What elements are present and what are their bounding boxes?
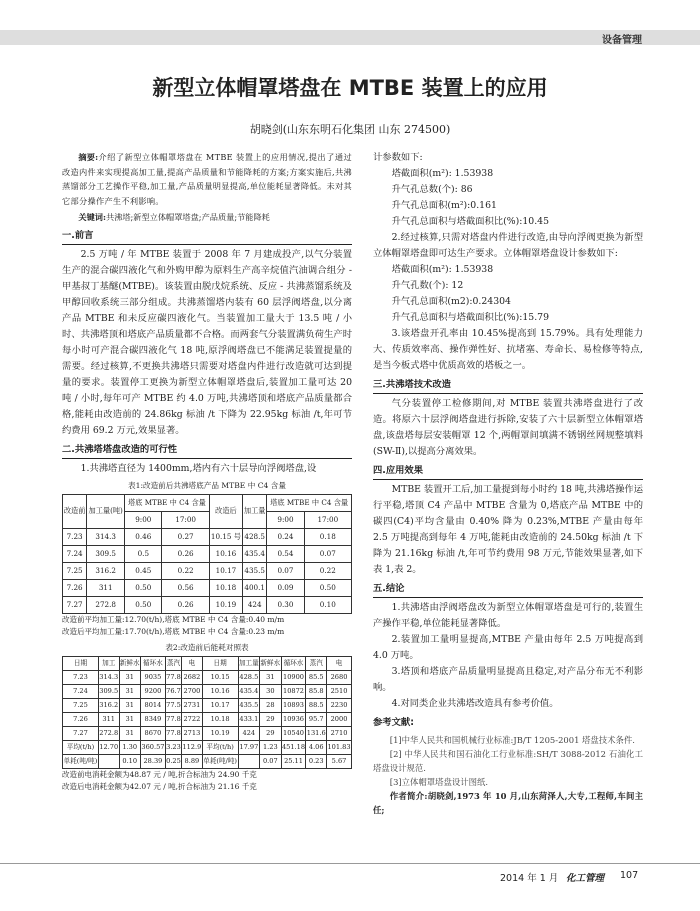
param: 升气孔总面积与塔截面积比(%):10.45 (391, 216, 549, 227)
conclusion-item: 1.共沸塔由浮阀塔盘改为新型立体帽罩塔盘是可行的,装置生产操作平稳,单位能耗显著降低。 (373, 602, 643, 629)
section-label: 设备管理 (602, 35, 642, 46)
table-note: 改造前电消耗金额为48.87 元 / 吨,折合标油为 24.90 千克 (62, 769, 257, 779)
table-row: 单耗(吨/吨) 0.10 28.39 0.25 8.89 单耗(吨/吨) 0.07 25.11 0.23 5.67 (63, 754, 352, 768)
paragraph: 3.该塔盘开孔率由 10.45%提高到 15.79%。具有处理能力大、传质效率高、操作弹性好、抗堵塞、寿命长、易检修等特点,是当今板式塔中优质高效的塔板之一。 (373, 328, 643, 371)
table-row: 7.24 309.5 0.5 0.26 10.16 435.4 0.54 0.07 (63, 545, 352, 562)
table-row: 7.27 272.8 0.50 0.26 10.19 424 0.30 0.10 (63, 596, 352, 613)
right-column (373, 150, 643, 817)
author-line: 胡晓剑(山东东明石化集团 山东 274500) (249, 123, 451, 136)
reference: [3]立体帽罩塔盘设计图纸. (389, 777, 489, 787)
table-note: 改造前平均加工量:12.70(t/h),塔底 MTBE 中 C4 含量:0.40 m/m (62, 614, 285, 624)
param: 升气孔数(个): 12 (391, 280, 464, 291)
section-header-bar (0, 30, 700, 45)
paragraph: 计参数如下: (373, 152, 423, 163)
paragraph: 气分装置停工检修期间,对 MTBE 装置共沸塔盘进行了改造。将原六十层浮阀塔盘进行拆除,安装了六十层新型立体帽罩塔盘,该盘塔每层安装帽罩 12 个,两帽罩间填满不锈钢丝网规整填料(SW-Ⅱ),以提高分离效果。 (373, 398, 643, 457)
page-footer (0, 863, 700, 884)
reference: [2] 中华人民共和国石油化工行业标准:SH/T 3088-2012 石油化工塔盘设计规范. (373, 749, 643, 773)
abstract: 摘要:介绍了新型立体帽罩塔盘在 MTBE 装置上的应用情况,提出了通过改造内件来实现提高加工量,提高产品质量和节能降耗的方案;方案实施后,共沸蒸馏部分工艺操作平稳,加工量,产品质量明显提高,单位能耗显著降低。未对其它部分操作产生不利影响。 (62, 152, 353, 206)
table-note: 改造后平均加工量:17.70(t/h),塔底 MTBE 中 C4 含量:0.23 m/m (62, 627, 285, 637)
journal-name: 化工管理 (566, 873, 605, 884)
table-row: 7.27 272.8 31 8670 77.8 2713 10.19 424 29 10540 131.6 2710 (63, 726, 352, 740)
table-row: 7.24 309.5 31 9200 76.7 2700 10.16 435.4 30 10872 85.8 2510 (63, 684, 352, 698)
table-row: 7.26 311 0.50 0.56 10.18 400.1 0.09 0.50 (63, 579, 352, 596)
param: 升气孔总数(个): 86 (391, 184, 473, 195)
section-heading: 四.应用效果 (373, 463, 643, 480)
section-heading: 五.结论 (373, 581, 643, 598)
table-note: 改造后电消耗金额为42.07 元 / 吨,折合标油为 21.16 千克 (62, 782, 257, 792)
table-caption: 表2:改造前后能耗对照表 (165, 642, 249, 652)
paragraph: 1.共沸塔直径为 1400mm,塔内有六十层导向浮阀塔盘,设 (80, 462, 317, 474)
issue-date: 2014 年 1 月 (500, 873, 559, 884)
paragraph: 2.经过核算,只需对塔盘内件进行改造,由导向浮阀更换为新型立体帽罩塔盘即可达生产要求。立体帽罩塔盘设计参数如下: (373, 232, 643, 259)
param: 塔截面积(m²): 1.53938 (391, 168, 494, 179)
table-row: 7.23 314.3 31 9035 77.8 2682 10.15 428.5 31 10900 85.5 2680 (63, 670, 352, 684)
conclusion-item: 3.塔顶和塔底产品质量明显提高且稳定,对产品分布无不利影响。 (373, 666, 643, 693)
param: 升气孔总面积(m²):0.161 (391, 200, 497, 211)
table-row: 7.26 311 31 8349 77.8 2722 10.18 433.1 29 10936 95.7 2000 (63, 712, 352, 726)
conclusion-item: 4.对同类企业共沸塔改造具有参考价值。 (391, 698, 559, 709)
reference: [1]中华人民共和国机械行业标准:JB/T 1205-2001 塔盘技术条件. (389, 735, 635, 745)
section-heading: 二.共沸塔塔盘改造的可行性 (62, 442, 352, 459)
table-row: 7.23 314.3 0.46 0.27 10.15 号 428.5 0.24 0.18 (63, 528, 352, 545)
table-caption: 表1:改造前后共沸塔底产品 MTBE 中 C4 含量 (128, 480, 286, 490)
table-c4-content: 改造前 加工量(吨) 塔底 MTBE 中 C4 含量 改造后 加工量 塔底 MTBE 中 C4 含量 9:00 17:00 9:00 17:00 7.23 314.3 0.46 0.27 10.15 号 428.5 0.24 0.18 7.24 309.5 0.5 0.26 10.16 435.4 0.54 0.07 7.25 316.2 0.45 0.22 10.17 435.5 0.07 0.22 7.26 311 0.50 0.56 10.18 400.1 0.09 0.50 7.27 272.8 0.50 0.26 10.19 424 0.30 0.10 (62, 494, 352, 614)
param: 升气孔总面积与塔截面积比(%):15.79 (391, 312, 549, 323)
page-number: 107 (620, 870, 639, 881)
left-column (62, 150, 352, 794)
param: 升气孔总面积(m2):0.24304 (391, 296, 511, 307)
table-row: 平均(t/h) 12.70 1.30 360.57 3.23 112.9 平均(t/h) 17.97 1.23 451.18 4.06 101.83 (63, 740, 352, 754)
paragraph: MTBE 装置开工后,加工量提到每小时约 18 吨,共沸塔操作运行平稳,塔顶 C4 产品中 MTBE 含量为 0,塔底产品 MTBE 中的碳四(C4)平均含量由 0.40% 降为 0.23%,MTBE 产量由每年 2.5 万吨提高到每年 4 万吨,能耗由改造前的 24.50kg 标油 /t 下降为 21.16kg 标油 /t,年可节约费用 98 万元,节能效果显著,如下表 1,表 2。 (373, 484, 643, 575)
keywords: 关键词:共沸塔;新型立体帽罩塔盘;产品质量;节能降耗 (78, 212, 270, 223)
conclusion-item: 2.装置加工量明显提高,MTBE 产量由每年 2.5 万吨提高到 4.0 万吨。 (373, 634, 643, 661)
author-bio: 作者简介:胡晓剑,1973 年 10 月,山东菏泽人,大专,工程师,车间主任; (373, 791, 643, 815)
table-row: 7.25 316.2 0.45 0.22 10.17 435.5 0.07 0.22 (63, 562, 352, 579)
section-heading: 三.共沸塔技术改造 (373, 377, 643, 394)
table-row: 7.25 316.2 31 8014 77.5 2731 10.17 435.5 28 10893 88.5 2230 (63, 698, 352, 712)
param: 塔截面积(m²): 1.53938 (391, 264, 494, 275)
section-heading: 一.前言 (62, 228, 352, 245)
article-title: 新型立体帽罩塔盘在 MTBE 装置上的应用 (152, 76, 548, 100)
table-energy: 日期 加工 新鲜水 循环水 蒸汽 电 日期 加工量 新鲜水 循环水 蒸汽 电 7.23 314.3 31 9035 77.8 2682 10.15 428.5 31 10900 85.5 2680 7.24 309.5 31 9200 76.7 2700 10.16 435.4 30 10872 85.8 2510 7.25 316.2 31 8014 77.5 2731 10.17 435.5 28 10893 88.5 2230 7.26 311 31 8349 77.8 2722 10.18 433.1 29 10936 95.7 2000 7.27 272.8 31 8670 77.8 2713 10.19 424 29 10540 131.6 2710 平均(t/h) 12.70 1.30 360.57 3.23 112.9 平均(t/h) 17.97 1.23 451.18 4.06 101.83 单耗(吨/吨) 0.10 28.39 0.25 8.89 单耗(吨/吨) 0.07 25.11 0.23 5.67 (62, 656, 352, 769)
references-heading: 参考文献: (373, 717, 414, 728)
paragraph: 2.5 万吨 / 年 MTBE 装置于 2008 年 7 月建成投产,以气分装置生产的混合碳四液化气和外购甲醇为原料生产高辛烷值汽油调合组分 - 甲基叔丁基醚(MTBE)。该装置由脱戊烷系统、反应 - 共沸蒸馏系统及甲醇回收系统三部分组成。共沸蒸馏塔内装有 60 层浮阀塔盘,以分离产品 MTBE 和未反应碳四液化气。当装置加工量大于 13.5 吨 / 小时、共沸塔顶和塔底产品质量都不合格。而两套气分装置满负荷生产时每小时可产混合碳四液化气 18 吨,原浮阀塔盘已不能满足装置提量的需要。经过核算,不更换共沸塔只需要对塔盘内件进行改造就可达到提量的要求。装置停工更换为新型立体帽罩塔盘后,装置加工量可达 20 吨 / 小时,每年可产 MTBE 约 4.0 万吨,共沸塔顶和塔底产品质量都合格,能耗由改造前的 24.86kg 标油 /t 下降为 22.95kg 标油 /t,年可节约费用 69.2 万元,效果显著。 (62, 248, 352, 436)
